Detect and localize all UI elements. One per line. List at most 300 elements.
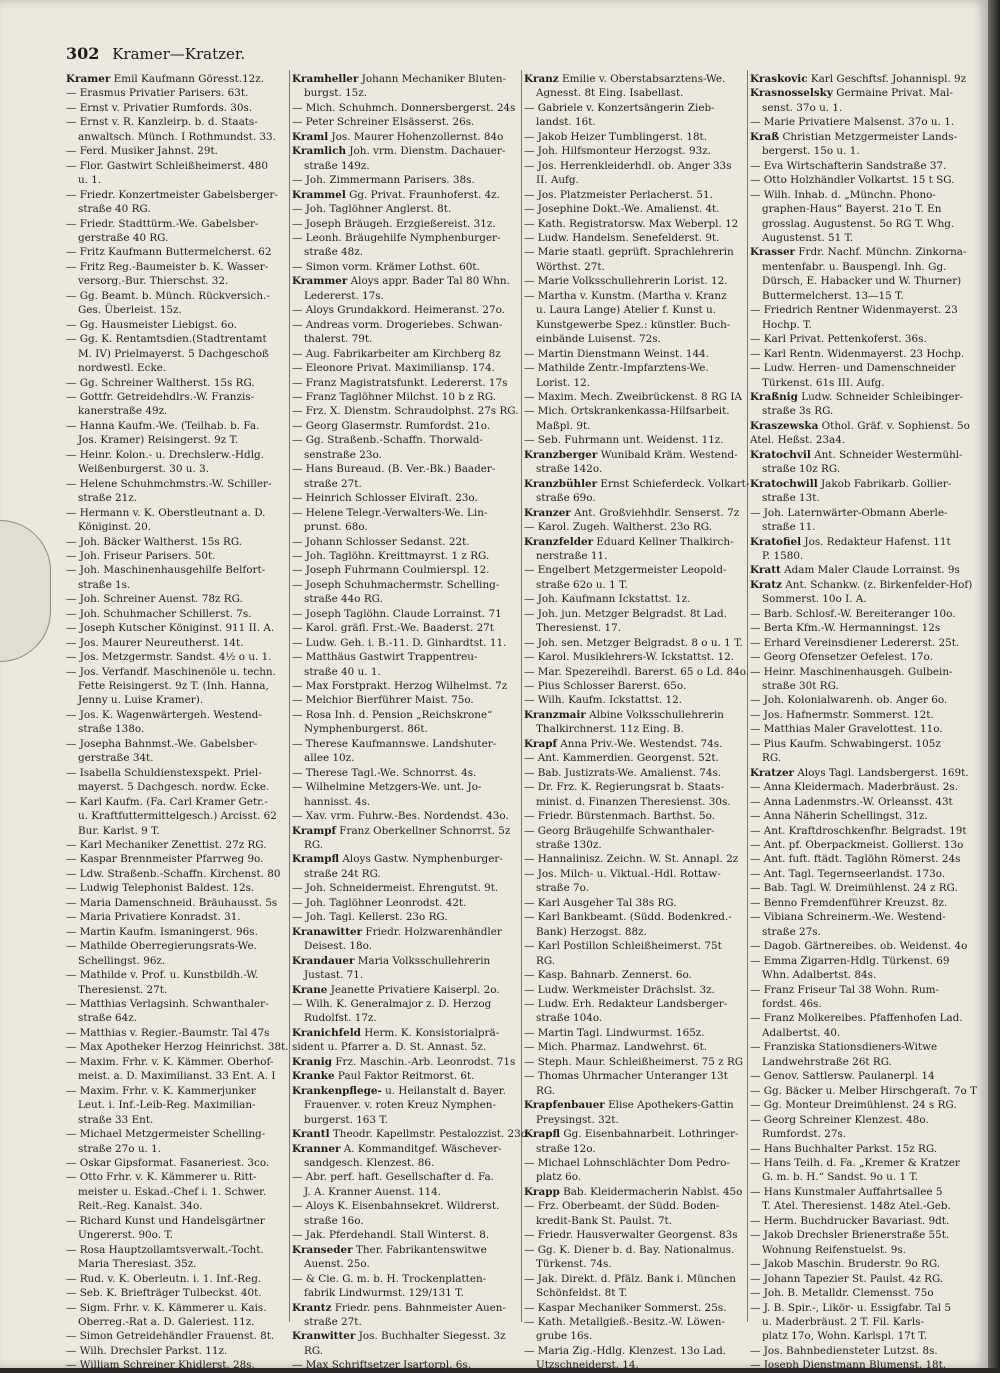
entry-text: — Ludw. Herren- und Damenschneider	[750, 362, 956, 375]
directory-entry	[66, 809, 286, 823]
directory-entry	[524, 1344, 744, 1358]
entry-text: kredit-Bank St. Paulst. 7t.	[536, 1214, 673, 1227]
surname-heading: Krampf	[292, 824, 336, 837]
entry-text: Hochp. T.	[762, 318, 812, 331]
entry-text: — Mich. Schuhmch. Donnersbergerst. 24s	[292, 101, 516, 114]
surname-heading: Kratofiel	[750, 535, 802, 548]
directory-entry	[524, 1156, 744, 1170]
entry-text: — Isabella Schuldienstexspekt. Priel-	[66, 766, 262, 779]
column-rule	[747, 70, 748, 1322]
entry-text: straße 149z.	[304, 159, 370, 172]
directory-entry	[292, 693, 518, 707]
entry-text: — Max Schriftsetzer Isartorpl. 6s.	[292, 1359, 472, 1372]
directory-entry	[66, 549, 286, 563]
surname-heading: Krasnosselsky	[750, 87, 833, 100]
surname-heading: Kranz	[524, 73, 559, 85]
entry-text: u. Laura Lange) Atelier f. Kunst u.	[536, 304, 717, 317]
directory-entry	[292, 188, 518, 202]
directory-entry	[750, 607, 982, 621]
directory-entry	[750, 1142, 982, 1156]
entry-text: straße 142o.	[536, 463, 603, 476]
entry-text: — Ludwig Telephonist Baldest. 12s.	[66, 882, 255, 895]
entry-text: — Hans Kunstmaler Auffahrtsallee 5	[750, 1185, 943, 1198]
directory-entry	[524, 1011, 744, 1025]
entry-text: — Joh. Friseur Parisers. 50t.	[66, 549, 216, 562]
entry-text: Sommerst. 10o I. A.	[762, 593, 867, 606]
surname-heading: Krammer	[292, 275, 348, 288]
directory-entry	[66, 1358, 286, 1372]
entry-text: straße 12o.	[536, 1142, 596, 1155]
surname-heading: Kranner	[292, 1142, 341, 1155]
directory-entry	[524, 824, 744, 838]
directory-entry	[750, 361, 982, 375]
entry-text: prunst. 68o.	[304, 521, 368, 534]
directory-entry	[750, 881, 982, 895]
entry-text: — Franz Molkereibes. Pfaffenhofen Lad.	[750, 1012, 963, 1025]
directory-entry	[750, 751, 982, 765]
surname-heading: Kraskovic	[750, 73, 808, 85]
entry-text: — Gg. K. Diener b. d. Bay. Nationalmus.	[524, 1243, 735, 1256]
entry-text: — Hans Buchhalter Parkst. 15z RG.	[750, 1142, 938, 1155]
entry-text: — Genov. Sattlersw. Paulanerpl. 14	[750, 1070, 935, 1083]
entry-text: Jos. Buchhalter Siegesst. 3z	[358, 1330, 506, 1343]
entry-text: Maßpl. 9t.	[536, 419, 591, 432]
directory-entry	[750, 1098, 982, 1112]
entry-text: — Rosa Inh. d. Pension „Reichskrone“	[292, 708, 493, 721]
entry-text: Fette Reisingerst. 9z T. (Inh. Hanna,	[78, 680, 269, 693]
directory-entry	[66, 86, 286, 100]
entry-text: hannisst. 4s.	[304, 795, 371, 808]
entry-text: Weißenburgerst. 30 u. 3.	[78, 463, 210, 476]
entry-text: — Gg. K. Rentamtsdien.(Stadtrentamt	[66, 333, 267, 346]
directory-entry	[292, 665, 518, 679]
directory-entry	[66, 737, 286, 751]
directory-entry	[750, 954, 982, 968]
directory-entry	[66, 390, 286, 404]
entry-text: straße 27t.	[304, 1315, 362, 1328]
surname-heading: Krapf	[524, 737, 557, 750]
directory-entry	[292, 245, 518, 259]
directory-entry	[292, 766, 518, 780]
directory-entry	[524, 1040, 744, 1054]
surname-heading: Kranke	[292, 1070, 335, 1083]
directory-entry	[524, 376, 744, 390]
directory-entry	[66, 1142, 286, 1156]
directory-entry	[292, 390, 518, 404]
entry-text: Jos. Maurer Hohenzollernst. 84o	[331, 130, 504, 143]
directory-entry	[66, 578, 286, 592]
directory-entry	[66, 722, 286, 736]
directory-entry	[750, 1170, 982, 1184]
directory-entry	[524, 1329, 744, 1343]
entry-text: straße 104o.	[536, 1012, 603, 1025]
entry-text: RG.	[762, 752, 782, 765]
directory-entry	[750, 852, 982, 866]
directory-entry	[66, 1272, 286, 1286]
entry-text: — Eva Wirtschafterin Sandstraße 37.	[750, 159, 947, 172]
directory-entry	[66, 1257, 286, 1271]
directory-entry	[292, 1257, 518, 1271]
directory-entry	[750, 115, 982, 129]
entry-text: senstraße 23o.	[304, 448, 382, 461]
entry-text: — Ernst v. R. Kanzleirp. b. d. Staats-	[66, 116, 258, 129]
directory-entry	[750, 433, 982, 447]
directory-entry	[292, 607, 518, 621]
surname-heading: Kratz	[750, 578, 782, 591]
directory-entry	[524, 939, 744, 953]
directory-entry	[750, 159, 982, 173]
entry-text: — Peter Schreiner Elsässerst. 26s.	[292, 116, 475, 129]
entry-text: — Martin Kaufm. Ismaningerst. 96s.	[66, 925, 258, 938]
entry-text: — Jak. Pferdehandl. Stall Winterst. 8.	[292, 1229, 490, 1242]
directory-entry	[750, 650, 982, 664]
directory-entry	[750, 1127, 982, 1141]
entry-text: Türkenst. 74s.	[536, 1258, 612, 1271]
directory-entry	[292, 578, 518, 592]
directory-entry	[292, 520, 518, 534]
directory-entry	[524, 1286, 744, 1300]
entry-text: Agnesst. 8t Eing. Isabellast.	[536, 87, 684, 100]
entry-text: — Hans Teilh. d. Fa. „Kremer & Kratzer	[750, 1156, 960, 1169]
directory-entry	[66, 477, 286, 491]
directory-entry	[292, 1127, 527, 1141]
entry-text: anwaltsch. Münch. I Rothmundst. 33.	[78, 130, 276, 143]
directory-entry	[292, 448, 518, 462]
entry-text: Ant. Schankw. (z. Birkenfelder-Hof)	[785, 578, 973, 591]
directory-entry	[524, 404, 744, 418]
directory-entry	[66, 303, 286, 317]
entry-text: — Benno Fremdenführer Kreuzst. 8z.	[750, 896, 948, 909]
entry-text: — Franz Magistratsfunkt. Ledererst. 17s	[292, 376, 508, 389]
directory-entry	[66, 376, 286, 390]
entry-text: — Jos. Herrenkleiderhdl. ob. Anger 33s	[524, 159, 732, 172]
entry-text: II. Aufg.	[536, 174, 579, 187]
directory-entry	[524, 173, 744, 187]
entry-text: — Joseph Taglöhn. Claude Lorrainst. 71	[292, 607, 502, 620]
entry-text: Preysingst. 32t.	[536, 1113, 619, 1126]
entry-text: — Steph. Maur. Schleißheimerst. 75 z RG	[524, 1055, 744, 1068]
entry-text: — Kath. Registratorsw. Max Weberpl. 12	[524, 217, 739, 230]
directory-entry	[66, 1199, 286, 1213]
entry-text: — Joh. Tagl. Kellerst. 23o RG.	[292, 911, 448, 924]
directory-entry	[750, 1329, 982, 1343]
directory-entry	[750, 520, 982, 534]
directory-entry	[524, 448, 744, 462]
surname-heading: Krantl	[292, 1128, 330, 1141]
entry-text: — Wilh. Drechsler Parkst. 11z.	[66, 1344, 228, 1357]
directory-entry	[292, 563, 518, 577]
entry-text: landst. 16t.	[536, 116, 596, 129]
directory-entry	[66, 983, 286, 997]
directory-entry	[292, 361, 518, 375]
directory-entry	[66, 881, 286, 895]
entry-text: Leut. i. Inf.-Leib-Reg. Maximilian-	[78, 1099, 256, 1112]
entry-text: — Pius Kaufm. Schwabingerst. 105z	[750, 737, 941, 750]
surname-heading: Kranichfeld	[292, 1026, 361, 1039]
entry-text: — & Cie. G. m. b. H. Trockenplatten-	[292, 1272, 487, 1285]
directory-entry	[524, 188, 744, 202]
directory-entry	[292, 968, 518, 982]
entry-text: Eduard Kellner Thalkirch-	[596, 535, 734, 548]
entry-text: — Matthias Maler Gravelottest. 11o.	[750, 723, 943, 736]
directory-entry	[292, 318, 518, 332]
directory-entry	[524, 592, 744, 606]
entry-text: Christian Metzgermeister Lands-	[782, 130, 958, 143]
entry-text: — Jos. Hafnermstr. Sommerst. 12t.	[750, 708, 934, 721]
entry-text: — Gg. Schreiner Waltherst. 15s RG.	[66, 376, 255, 389]
entry-text: Frauenver. v. roten Kreuz Nymphen-	[304, 1099, 496, 1112]
directory-entry	[524, 997, 744, 1011]
surname-heading: Krapp	[524, 1185, 560, 1198]
entry-text: u. Heilanstalt d. Bayer.	[385, 1084, 506, 1097]
directory-entry	[66, 1098, 286, 1112]
entry-text: — Ludw. Erh. Redakteur Landsberger-	[524, 998, 728, 1010]
directory-entry	[524, 910, 744, 924]
entry-text: — Karl Privat. Pettenkoferst. 36s.	[750, 333, 927, 346]
directory-entry	[524, 86, 744, 100]
directory-entry	[66, 896, 286, 910]
directory-entry	[66, 708, 286, 722]
directory-entry	[66, 115, 286, 129]
directory-entry	[524, 607, 744, 621]
entry-text: Deisest. 18o.	[304, 940, 372, 953]
directory-entry	[750, 578, 982, 592]
entry-text: straße 69o.	[536, 492, 596, 505]
directory-entry	[524, 1214, 744, 1228]
entry-text: Schellingst. 96z.	[78, 954, 166, 967]
entry-text: — Kaspar Brennmeister Pfarrweg 9o.	[66, 853, 264, 866]
directory-entry	[66, 144, 286, 158]
surname-heading: Kraml	[292, 130, 329, 143]
entry-text: Landwehrstraße 26t RG.	[762, 1055, 892, 1068]
directory-entry	[292, 1228, 518, 1242]
entry-text: RG.	[536, 954, 556, 967]
entry-text: — Martin Tagl. Lindwurmst. 165z.	[524, 1026, 705, 1039]
directory-entry	[66, 535, 286, 549]
entry-text: — Wilhelmine Metzgers-We. unt. Jo-	[292, 781, 482, 794]
entry-text: — Eleonore Privat. Maximiliansp. 174.	[292, 362, 495, 375]
directory-entry	[750, 491, 982, 505]
directory-entry	[750, 824, 982, 838]
directory-entry	[66, 1127, 286, 1141]
directory-entry	[292, 159, 518, 173]
directory-entry	[750, 592, 982, 606]
directory-entry	[750, 332, 982, 346]
entry-text: — Maxim. Mech. Zweibrückenst. 8 RG IA	[524, 390, 742, 403]
directory-entry	[750, 1011, 982, 1025]
entry-text: Utzschneiderst. 14.	[536, 1359, 639, 1372]
entry-text: minist. d. Finanzen Theresienst. 30s.	[536, 795, 731, 808]
entry-text: — Thomas Uhrmacher Unteranger 13t	[524, 1070, 728, 1083]
directory-entry	[292, 347, 518, 361]
directory-entry	[524, 347, 744, 361]
entry-text: — Anna Näherin Schellingst. 31z.	[750, 810, 928, 823]
directory-entry	[66, 1084, 286, 1098]
entry-text: Buttermelcherst. 13—15 T.	[762, 289, 904, 302]
entry-text: — Fritz Reg.-Baumeister b. K. Wasser-	[66, 260, 269, 273]
entry-text: Frdr. Nachf. Münchn. Zinkorna-	[798, 246, 967, 259]
entry-text: — Ernst v. Privatier Rumfords. 30s.	[66, 101, 253, 114]
directory-entry	[292, 72, 518, 86]
directory-entry	[292, 231, 518, 245]
directory-entry	[524, 809, 744, 823]
directory-entry	[292, 910, 518, 924]
directory-entry	[524, 260, 744, 274]
entry-text: Augustenst. 51 T.	[762, 231, 854, 244]
entry-text: — Ant. Kammerdien. Georgenst. 52t.	[524, 752, 719, 765]
entry-text: — Franz Friseur Tal 38 Wohn. Rum-	[750, 983, 940, 996]
directory-entry	[292, 101, 518, 115]
entry-text: straße 13t.	[762, 492, 820, 505]
entry-text: — Berta Kfm.-W. Hermanningst. 12s	[750, 622, 941, 635]
entry-text: straße 27s.	[762, 925, 821, 938]
entry-text: straße 33 Ent.	[78, 1113, 154, 1126]
entry-text: — Kath. Metallgieß.-Besitz.-W. Löwen-	[524, 1315, 726, 1328]
entry-text: — Friedr. Stadttürm.-We. Gabelsber-	[66, 217, 259, 230]
directory-entry	[292, 983, 518, 997]
directory-entry	[66, 448, 286, 462]
directory-entry	[292, 780, 518, 794]
surname-heading: Kranzbühler	[524, 477, 598, 490]
directory-entry	[292, 1011, 518, 1025]
entry-text: — Joh. Kolonialwarenh. ob. Anger 6o.	[750, 694, 948, 707]
entry-text: — Mich. Ortskrankenkassa-Hilfsarbeit.	[524, 405, 730, 418]
directory-entry	[292, 1185, 518, 1199]
directory-entry	[66, 621, 286, 635]
entry-text: straße 24t RG.	[304, 867, 381, 880]
entry-text: — Joseph Dienstmann Blumenst. 18t.	[750, 1359, 947, 1372]
directory-entry	[66, 1011, 286, 1025]
directory-entry	[750, 1315, 982, 1329]
entry-text: straße 27t.	[304, 477, 362, 490]
entry-text: — Wilh. K. Generalmajor z. D. Herzog	[292, 998, 492, 1010]
directory-entry	[66, 1243, 286, 1257]
directory-entry	[524, 795, 744, 809]
directory-entry	[750, 1272, 982, 1286]
entry-text: — Joseph Fuhrmann Coulmierspl. 12.	[292, 564, 490, 577]
directory-entry	[292, 217, 518, 231]
entry-text: RG.	[304, 839, 324, 852]
directory-column-1	[66, 72, 289, 1372]
entry-text: platz 6o.	[536, 1171, 582, 1184]
entry-text: fordst. 46s.	[762, 998, 822, 1010]
directory-entry	[524, 693, 744, 707]
entry-text: Thalkirchnerst. 11z Eing. B.	[536, 723, 684, 736]
entry-text: — Rosa Hauptzollamtsverwalt.-Tocht.	[66, 1243, 264, 1256]
entry-text: Ant. Schneider Westermühl-	[814, 448, 963, 461]
entry-text: Rumfordst. 27s.	[762, 1128, 847, 1141]
directory-entry	[750, 231, 982, 245]
directory-entry	[292, 838, 518, 852]
directory-entry	[750, 217, 982, 231]
directory-entry	[524, 72, 744, 86]
directory-entry	[66, 1185, 286, 1199]
entry-text: sandgesch. Klenzest. 86.	[304, 1156, 435, 1169]
directory-entry	[292, 404, 518, 418]
entry-text: sident u. Pfarrer a. D. St. Annast. 5z.	[292, 1041, 487, 1054]
entry-text: straße 64z.	[78, 1012, 138, 1025]
directory-entry	[524, 1257, 744, 1271]
entry-text: RG.	[304, 1344, 324, 1357]
directory-entry	[524, 679, 744, 693]
entry-text: — Mathilde v. Prof. u. Kunstbildh.-W.	[66, 969, 259, 982]
directory-entry	[66, 592, 286, 606]
entry-text: — Johann Schlosser Sedanst. 22t.	[292, 535, 470, 548]
entry-text: — Joh. Hilfsmonteur Herzogst. 93z.	[524, 145, 712, 158]
entry-text: — Dagob. Gärtnereibes. ob. Weidenst. 4o	[750, 940, 968, 953]
directory-entry	[750, 202, 982, 216]
directory-entry	[66, 1329, 286, 1343]
directory-entry	[750, 462, 982, 476]
directory-entry	[292, 1055, 518, 1069]
entry-text: — Ferd. Musiker Jahnst. 29t.	[66, 145, 218, 158]
directory-entry	[66, 679, 286, 693]
entry-text: Kunstgewerbe Spez.: künstler. Buch-	[536, 318, 731, 331]
entry-text: — Vibiana Schreinerm.-We. Westend-	[750, 911, 946, 924]
directory-entry	[292, 1142, 518, 1156]
binding-hole	[0, 520, 51, 662]
directory-entry	[750, 86, 982, 100]
entry-text: Emil Kaufmann Göresst.12z.	[113, 73, 265, 85]
entry-text: — William Schreiner Khidlerst. 28s.	[66, 1359, 255, 1372]
directory-entry	[66, 245, 286, 259]
entry-text: Elise Apothekers-Gattin	[608, 1099, 734, 1112]
directory-entry	[66, 636, 286, 650]
directory-entry	[750, 795, 982, 809]
surname-heading: Kranzer	[524, 506, 571, 519]
entry-text: Gg. Privat. Fraunhoferst. 4z.	[349, 188, 500, 201]
entry-text: straße 11.	[762, 521, 816, 534]
directory-entry	[524, 332, 744, 346]
directory-entry	[292, 867, 518, 881]
directory-entry	[524, 722, 744, 736]
directory-entry	[524, 115, 744, 129]
directory-entry	[524, 477, 750, 491]
entry-text: Jeanette Privatiere Kaiserpl. 2o.	[330, 983, 500, 996]
directory-entry	[750, 188, 982, 202]
directory-entry	[292, 289, 518, 303]
entry-text: straße 48z.	[304, 246, 364, 259]
entry-text: straße 40 u. 1.	[304, 665, 381, 678]
directory-entry	[750, 390, 982, 404]
directory-entry	[66, 433, 286, 447]
directory-entry	[66, 1113, 286, 1127]
directory-entry	[66, 925, 286, 939]
entry-text: — Karol. Musiklehrers-W. Ickstattst. 12.	[524, 651, 734, 664]
directory-entry	[524, 563, 744, 577]
entry-text: — Joh. Schreiner Auenst. 78z RG.	[66, 593, 243, 606]
surname-heading: Krankenpflege-	[292, 1084, 382, 1097]
entry-text: — Jakob Heizer Tumblingerst. 18t.	[524, 130, 708, 143]
entry-text: mentenfabr. u. Bauspengl. Inh. Gg.	[762, 260, 947, 273]
surname-heading: Kratt	[750, 564, 781, 577]
entry-text: — Emma Zigarren-Hdlg. Türkenst. 69	[750, 954, 950, 967]
surname-heading: Kranzmair	[524, 708, 586, 721]
directory-entry	[292, 1040, 518, 1054]
entry-text: — Gg. Hausmeister Liebigst. 6o.	[66, 318, 237, 331]
directory-entry	[750, 1185, 982, 1199]
directory-entry	[750, 274, 982, 288]
entry-text: — Ant. Tagl. Tegernseerlandst. 173o.	[750, 867, 946, 880]
entry-text: — Georg Schreiner Klenzest. 48o.	[750, 1113, 929, 1126]
entry-text: Maria Theresiast. 35z.	[78, 1258, 197, 1271]
entry-text: Ledererst. 17s.	[304, 289, 384, 302]
entry-text: T. Atel. Theresienst. 148z Atel.-Geb.	[762, 1200, 951, 1213]
directory-entry	[524, 1026, 744, 1040]
entry-text: Auenst. 25o.	[304, 1258, 370, 1271]
surname-heading: Kratochwill	[750, 477, 818, 490]
directory-entry	[524, 954, 744, 968]
